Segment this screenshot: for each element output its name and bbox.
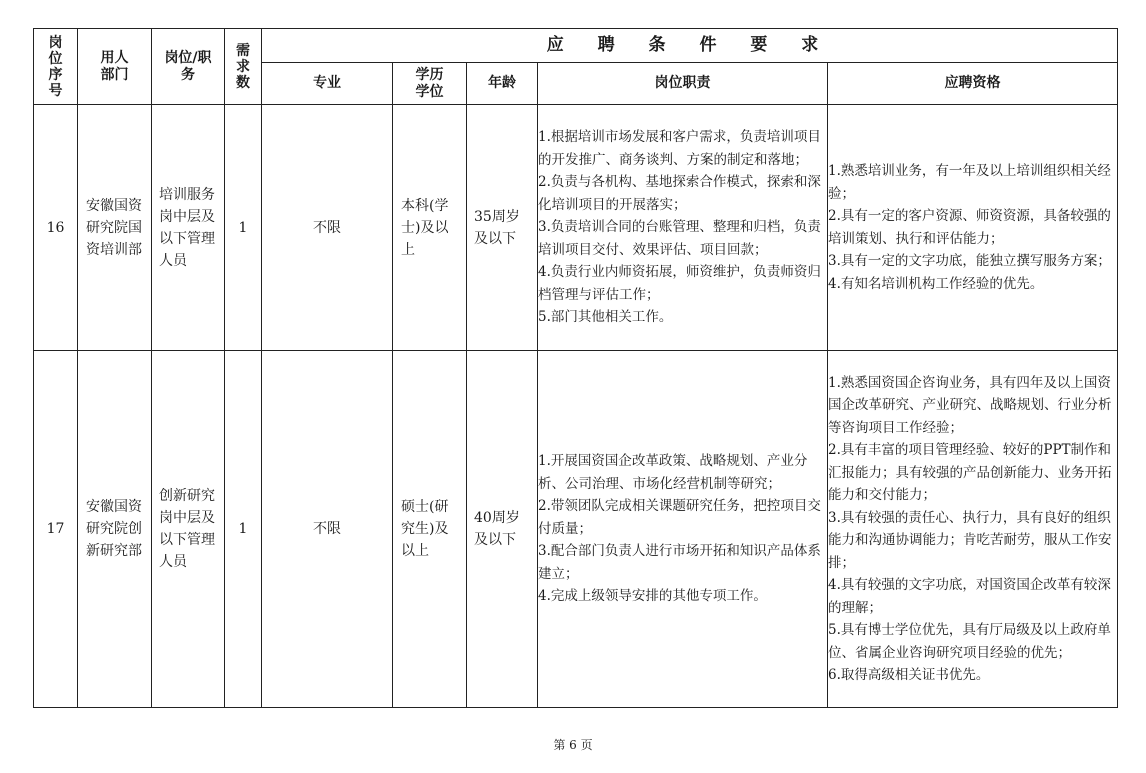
header-post: 岗位/职务 <box>152 29 225 105</box>
duty-item: 2.带领团队完成相关课题研究任务，把控项目交付质量； <box>538 498 821 537</box>
cell-degree: 硕士(研究生)及以上 <box>393 351 467 708</box>
cell-duties <box>538 351 828 708</box>
qual-item: 1.熟悉国资国企咨询业务，具有四年及以上国资国企改革研究、产业研究、战略规划、行业分析等咨询项目工作经验； <box>828 374 1112 436</box>
cell-age: 35周岁及以下 <box>467 105 538 351</box>
header-quals: 应聘资格 <box>828 63 1118 105</box>
cell-major: 不限 <box>262 351 393 708</box>
header-age: 年龄 <box>467 63 538 105</box>
cell-dept: 安徽国资研究院国资培训部 <box>78 105 152 351</box>
duty-item: 3.负责培训合同的台账管理、整理和归档，负责培训项目交付、效果评估、项目回款； <box>538 219 821 258</box>
table-header-row <box>34 29 1118 63</box>
qual-item: 2.具有丰富的项目管理经验、较好的PPT制作和汇报能力；具有较强的产品创新能力、业务开拓能力和交付能力； <box>828 442 1112 503</box>
qual-item: 4.有知名培训机构工作经验的优先。 <box>828 275 1044 292</box>
header-seq: 岗位序号 <box>34 29 78 105</box>
qual-item: 1.熟悉培训业务，有一年及以上培训组织相关经验； <box>828 163 1111 202</box>
cell-seq: 16 <box>34 105 78 351</box>
duty-item: 2.负责与各机构、基地探索合作模式，探索和深化培训项目的开展落实； <box>538 174 821 213</box>
duty-item: 5.部门其他相关工作。 <box>538 309 673 326</box>
qual-item: 6.取得高级相关证书优先。 <box>828 667 990 683</box>
header-duties: 岗位职责 <box>538 63 828 105</box>
cell-seq: 17 <box>34 351 78 708</box>
cell-dept: 安徽国资研究院创新研究部 <box>78 351 152 708</box>
duty-item: 4.完成上级领导安排的其他专项工作。 <box>538 588 767 605</box>
cell-count: 1 <box>225 351 262 708</box>
header-degree: 学历学位 <box>393 63 467 105</box>
duty-item: 4.负责行业内师资拓展，师资维护，负责师资归档管理与评估工作； <box>538 264 821 303</box>
table-row <box>34 351 1118 708</box>
header-dept: 用人部门 <box>78 29 152 105</box>
cell-quals <box>828 105 1118 351</box>
qual-item: 5.具有博士学位优先，具有厅局级及以上政府单位、省属企业咨询研究项目经验的优先； <box>828 622 1111 661</box>
qual-item: 4.具有较强的文字功底，对国资国企改革有较深的理解； <box>828 577 1111 616</box>
qual-item: 3.具有较强的责任心、执行力，具有良好的组织能力和沟通协调能力；肯吃苦耐劳，服从工作安排； <box>828 509 1112 571</box>
cell-quals <box>828 351 1118 708</box>
header-major: 专业 <box>262 63 393 105</box>
cell-count: 1 <box>225 105 262 351</box>
cell-degree: 本科(学士)及以上 <box>393 105 467 351</box>
duty-item: 1.根据培训市场发展和客户需求，负责培训项目的开发推广、商务谈判、方案的制定和落地； <box>538 129 821 168</box>
recruitment-table <box>33 28 1118 708</box>
cell-post: 创新研究岗中层及以下管理人员 <box>152 351 225 708</box>
cell-duties <box>538 105 828 351</box>
cell-major: 不限 <box>262 105 393 351</box>
qual-item: 3.具有一定的文字功底，能独立撰写服务方案； <box>828 253 1111 269</box>
table-row <box>34 105 1118 351</box>
header-group-title: 应 聘 条 件 要 求 <box>262 29 1118 63</box>
qual-item: 2.具有一定的客户资源、师资资源，具备较强的培训策划、执行和评估能力； <box>828 208 1111 247</box>
page-number: 第 6 页 <box>553 738 593 752</box>
duty-item: 3.配合部门负责人进行市场开拓和知识产品体系建立； <box>538 543 821 582</box>
cell-post: 培训服务岗中层及以下管理人员 <box>152 105 225 351</box>
cell-age: 40周岁及以下 <box>467 351 538 708</box>
duty-item: 1.开展国资国企改革政策、战略规划、产业分析、公司治理、市场化经营机制等研究； <box>538 453 808 492</box>
header-count: 需求数 <box>225 29 262 105</box>
